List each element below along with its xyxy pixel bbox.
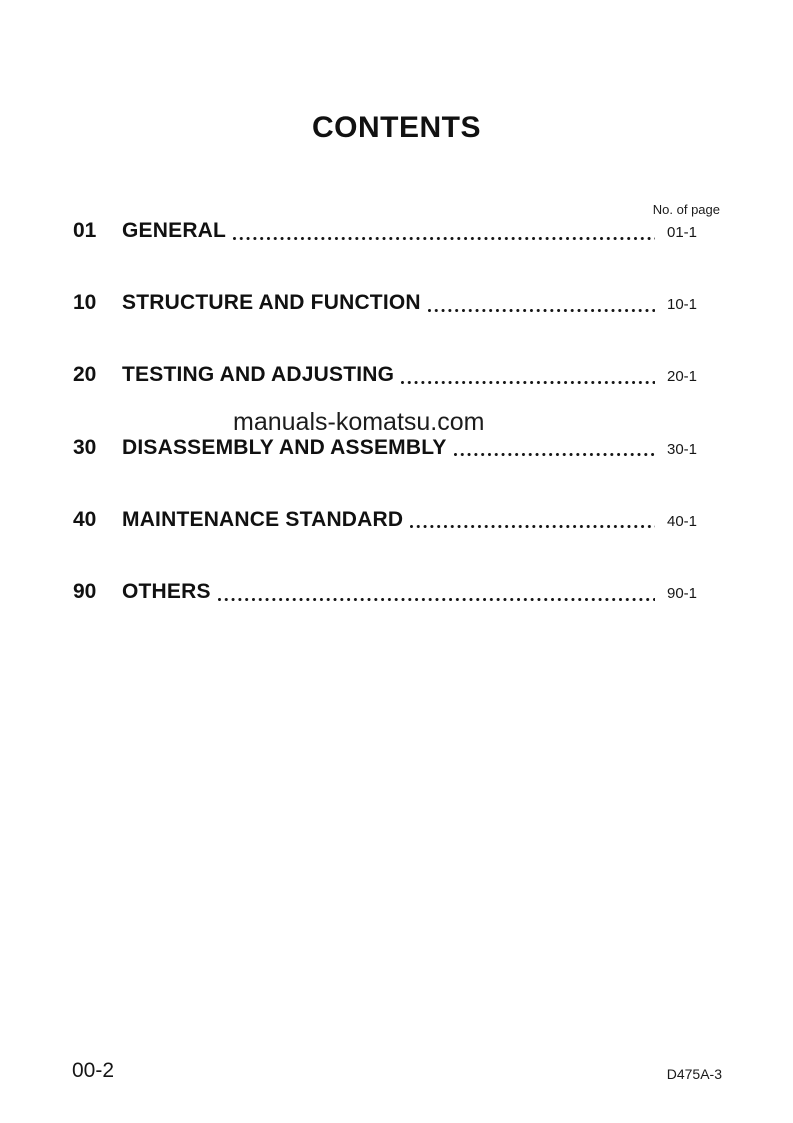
dot-leader [233, 237, 655, 240]
dot-leader [428, 309, 655, 312]
section-title: STRUCTURE AND FUNCTION [122, 291, 421, 315]
section-page-ref: 10-1 [667, 296, 698, 314]
section-number: 40 [73, 507, 97, 531]
section-page-ref: 01-1 [667, 224, 698, 241]
dot-leader [218, 598, 655, 601]
section-number: 90 [73, 579, 97, 603]
no-of-page-label: No. of page [652, 202, 720, 217]
toc-row [73, 217, 721, 289]
toc-row [73, 434, 721, 506]
footer-model-code: D475A-3 [666, 1066, 722, 1082]
page-title: CONTENTS [312, 111, 481, 144]
dot-leader [454, 453, 655, 456]
section-number: 10 [73, 291, 97, 315]
toc-row [73, 289, 721, 361]
section-page-ref: 20-1 [667, 368, 698, 386]
section-page-ref: 30-1 [667, 440, 698, 458]
section-number: 01 [73, 219, 97, 242]
dot-leader [410, 525, 655, 528]
section-title: GENERAL [122, 219, 227, 242]
section-number: 20 [73, 363, 97, 387]
watermark-text: manuals-komatsu.com [233, 408, 485, 436]
section-title: MAINTENANCE STANDARD [122, 507, 404, 531]
toc-row [73, 578, 721, 650]
toc-row [73, 506, 721, 578]
dot-leader [401, 381, 655, 384]
section-title: DISASSEMBLY AND ASSEMBLY [122, 435, 447, 459]
section-number: 30 [73, 435, 97, 459]
section-page-ref: 40-1 [667, 512, 698, 530]
section-title: TESTING AND ADJUSTING [122, 363, 395, 387]
footer-page-number: 00-2 [72, 1059, 115, 1082]
section-page-ref: 90-1 [667, 584, 698, 602]
section-title: OTHERS [122, 579, 211, 603]
